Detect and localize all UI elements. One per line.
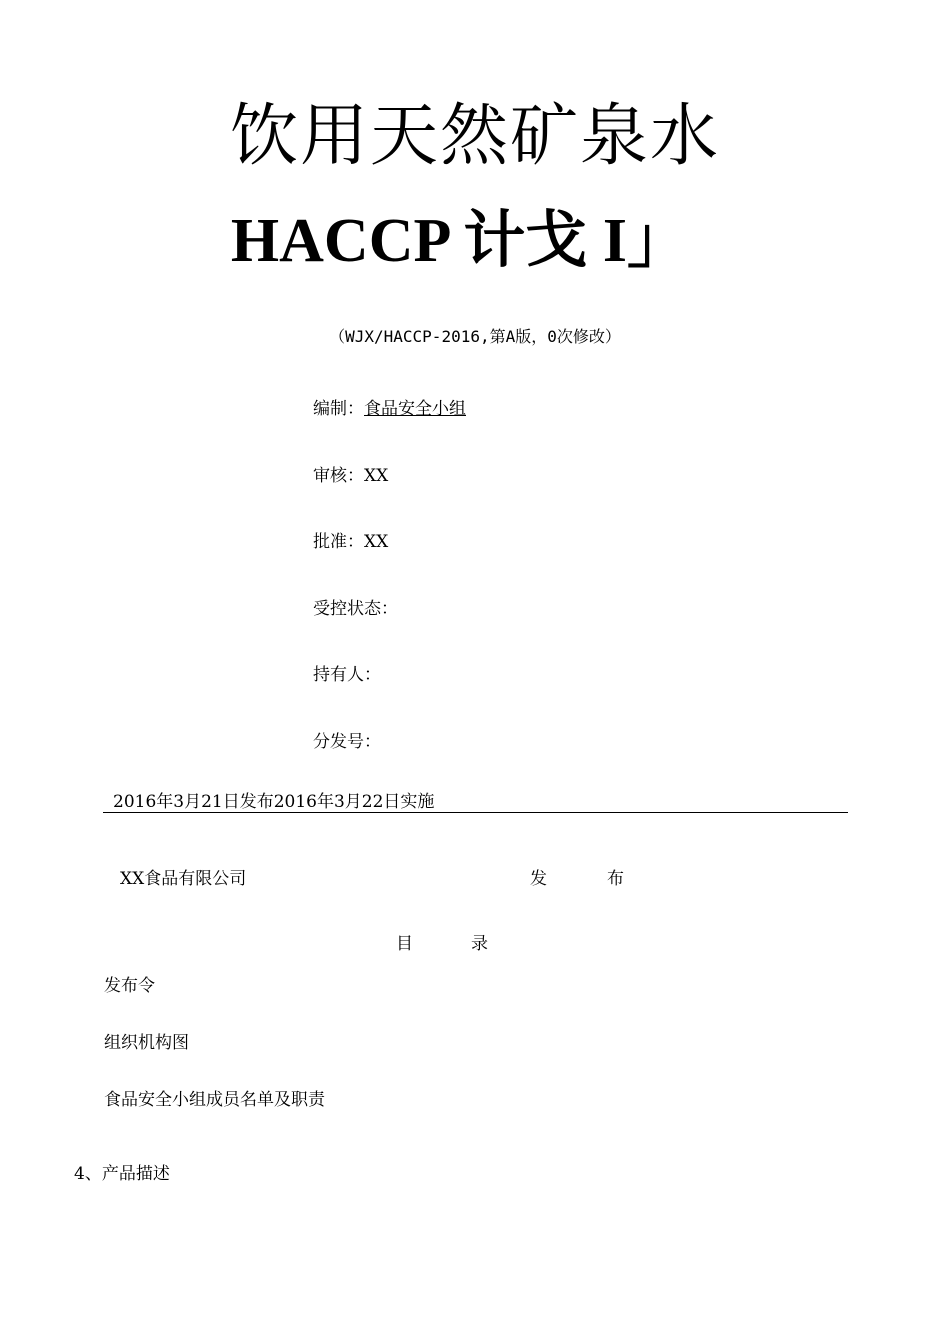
toc-item: 组织机构图 xyxy=(104,1033,189,1053)
document-title-line2: HACCP 计戈 I」 xyxy=(230,207,690,275)
compiled-by-label: 编制： xyxy=(313,399,364,419)
compiled-by-field xyxy=(313,394,466,419)
toc-title-char-2: 录 xyxy=(471,934,488,954)
version-info: （WJX/HACCP-2016,第A版，0次修改） xyxy=(329,327,621,346)
approved-by-field: 批准：XX xyxy=(313,532,389,552)
control-status-field: 受控状态： xyxy=(313,599,398,619)
publish-char-2: 布 xyxy=(607,869,624,889)
reviewed-by-field: 审核：XX xyxy=(313,466,389,486)
toc-item: 4、产品描述 xyxy=(74,1164,170,1184)
publish-char-1: 发 xyxy=(530,869,547,889)
toc-title-char-1: 目 xyxy=(396,934,413,954)
toc-item: 食品安全小组成员名单及职责 xyxy=(104,1090,325,1110)
document-title-line1: 饮用天然矿泉水 xyxy=(229,97,720,176)
toc-item: 发布令 xyxy=(104,976,155,996)
publish-label xyxy=(530,864,624,889)
toc-title xyxy=(396,929,488,954)
company-name: XX食品有限公司 xyxy=(120,869,247,889)
holder-field: 持有人： xyxy=(313,665,381,685)
release-dates: 2016年3月21日发布2016年3月22日实施 xyxy=(103,793,848,813)
compiled-by-value: 食品安全小组 xyxy=(364,399,466,419)
distribution-number-field: 分发号： xyxy=(313,732,381,752)
